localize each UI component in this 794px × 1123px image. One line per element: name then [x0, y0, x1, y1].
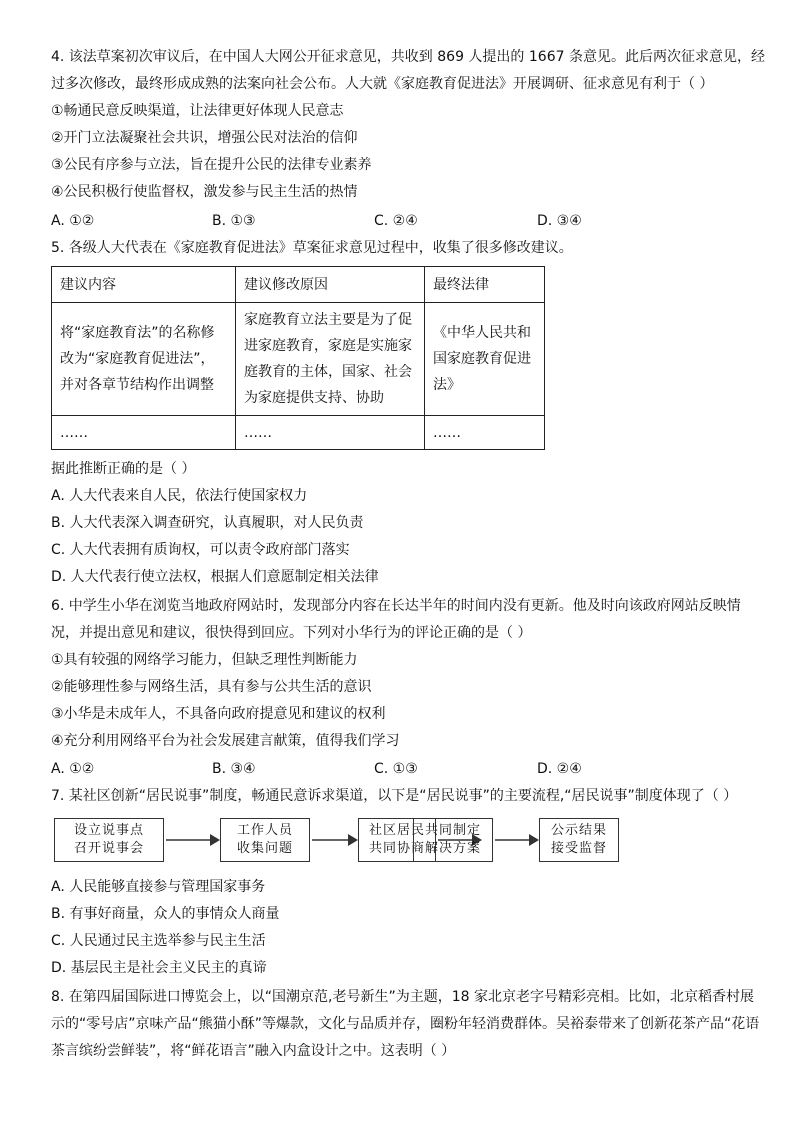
q5-cell-law-line: 国家庭教育促进: [433, 351, 531, 367]
flow-step-1-line: 召开说事会: [73, 841, 144, 856]
q7-flowchart-right: [413, 818, 613, 864]
q5-cell-reason-line: 进家庭教育，家庭是实施家: [244, 338, 412, 354]
q6-option-c: C. ①③: [374, 761, 418, 777]
q5-header-3: 最终法律: [425, 267, 545, 303]
q6-item-1: ①具有较强的网络学习能力，但缺乏理性判断能力: [51, 652, 358, 668]
q5-cell-reason-line: 为家庭提供支持、协助: [244, 390, 384, 406]
q5-cell-law-line: 法》: [433, 377, 461, 393]
q5-after-table: 据此推断正确的是（ ）: [51, 461, 196, 477]
q8-line1: 8. 在第四届国际进口博览会上，以“国潮京范,老号新生”为主题，18 家北京老字号精彩亮相。比如，北京稻香村展: [51, 989, 755, 1005]
q4-stem-line2: 过多次修改，最终形成成熟的法案向社会公布。人大就《家庭教育促进法》开展调研、征求意见有利于（ ）: [51, 76, 714, 92]
q8-line2: 示的“零号店”京味产品“熊猫小酥”等爆款，文化与品质并存，圈粉年轻消费群体。吴裕泰带来了创新花茶产品“花语: [51, 1016, 760, 1032]
q7-option-b: B. 有事好商量，众人的事情众人商量: [51, 906, 280, 922]
q5-cell-reason-line: 家庭教育立法主要是为了促: [244, 312, 412, 328]
flow-step-2: [220, 818, 310, 862]
q4-option-a: A. ①②: [51, 213, 95, 229]
q5-cell-law: [425, 303, 545, 416]
q6-item-3: ③小华是未成年人，不具备向政府提意见和建议的权利: [51, 706, 386, 722]
q6-item-4: ④充分利用网络平台为社会发展建言献策，值得我们学习: [51, 733, 400, 749]
q4-stem-line1: 4. 该法草案初次审议后，在中国人大网公开征求意见，共收到 869 人提出的 1667 条意见。此后两次征求意见，经: [51, 49, 765, 65]
flow-step-4: [413, 818, 493, 862]
q5-cell-content: [52, 303, 236, 416]
q5-option-b: B. 人大代表深入调查研究，认真履职，对人民负责: [51, 515, 364, 531]
q5-option-a: A. 人大代表来自人民，依法行使国家权力: [51, 488, 308, 504]
q4-item-4: ④公民积极行使监督权，激发参与民主生活的热情: [51, 184, 358, 200]
q4-item-1: ①畅通民意反映渠道，让法律更好体现人民意志: [51, 103, 344, 119]
flow-step-3-line: 共同协商: [368, 841, 425, 856]
q6-stem-line1: 6. 中学生小华在浏览当地政府网站时，发现部分内容在长达半年的时间内没有更新。他及时向该政府网站反映情: [51, 598, 741, 614]
q5-cell-content-line: 并对各章节结构作出调整: [60, 377, 214, 393]
q6-option-b: B. ③④: [212, 761, 256, 777]
flow-step-1-line: 设立说事点: [73, 823, 144, 838]
flow-step-4-line: 解决方案: [424, 841, 481, 856]
q6-options: [51, 759, 751, 779]
q6-option-d: D. ②④: [537, 761, 582, 777]
q5-cell-content-line: 将“家庭教育法”的名称修: [60, 325, 215, 341]
q7-stem: 7. 某社区创新“居民说事”制度，畅通民意诉求渠道，以下是“居民说事”的主要流程,“居民说事”制度体现了（ ）: [51, 788, 738, 804]
q4-item-2: ②开门立法凝聚社会共识，增强公民对法治的信仰: [51, 130, 358, 146]
q7-option-c: C. 人民通过民主选举参与民主生活: [51, 933, 266, 949]
q5-table: [51, 266, 545, 450]
flow-step-5-line: 接受监督: [550, 841, 607, 856]
q7-option-a: A. 人民能够直接参与管理国家事务: [51, 879, 266, 895]
q4-option-c: C. ②④: [374, 213, 418, 229]
q5-cell-reason: [236, 303, 425, 416]
flow-step-1: [54, 818, 164, 862]
q5-stem: 5. 各级人大代表在《家庭教育促进法》草案征求意见过程中，收集了很多修改建议。: [51, 240, 573, 256]
q4-option-b: B. ①③: [212, 213, 256, 229]
q4-item-3: ③公民有序参与立法，旨在提升公民的法律专业素养: [51, 157, 372, 173]
arrow-right-icon: [312, 833, 358, 847]
flow-step-3-line: 社区居民: [368, 823, 425, 838]
q5-option-c: C. 人大代表拥有质询权，可以责令政府部门落实: [51, 542, 350, 558]
q4-options: [51, 211, 751, 231]
q6-item-2: ②能够理性参与网络生活，具有参与公共生活的意识: [51, 679, 372, 695]
q5-cell-reason-line: 庭教育的主体，国家、社会: [244, 364, 412, 380]
q5-ellipsis-2: ……: [236, 416, 425, 450]
q5-header-2: 建议修改原因: [236, 267, 425, 303]
q7-option-d: D. 基层民主是社会主义民主的真谛: [51, 960, 267, 976]
q4-option-d: D. ③④: [537, 213, 582, 229]
q5-header-1: 建议内容: [52, 267, 236, 303]
q5-option-d: D. 人大代表行使立法权，根据人们意愿制定相关法律: [51, 569, 379, 585]
flow-step-2-line: 工作人员: [236, 823, 293, 838]
q5-cell-law-line: 《中华人民共和: [433, 325, 531, 341]
q6-option-a: A. ①②: [51, 761, 95, 777]
q5-ellipsis-1: ……: [52, 416, 236, 450]
q6-stem-line2: 况，并提出意见和建议，很快得到回应。下列对小华行为的评论正确的是（ ）: [51, 625, 532, 641]
flow-step-5: [539, 818, 619, 862]
arrow-right-icon: [495, 833, 539, 847]
q8-line3: 茶言缤纷尝鲜装”，将“鲜花语言”融入内盒设计之中。这表明（ ）: [51, 1043, 456, 1059]
flow-step-5-line: 公示结果: [550, 823, 607, 838]
q5-ellipsis-3: ……: [425, 416, 545, 450]
flow-step-4-line: 共同制定: [424, 823, 481, 838]
arrow-right-icon: [166, 833, 220, 847]
flow-step-2-line: 收集问题: [236, 841, 293, 856]
q5-cell-content-line: 改为“家庭教育促进法”，: [60, 351, 215, 367]
